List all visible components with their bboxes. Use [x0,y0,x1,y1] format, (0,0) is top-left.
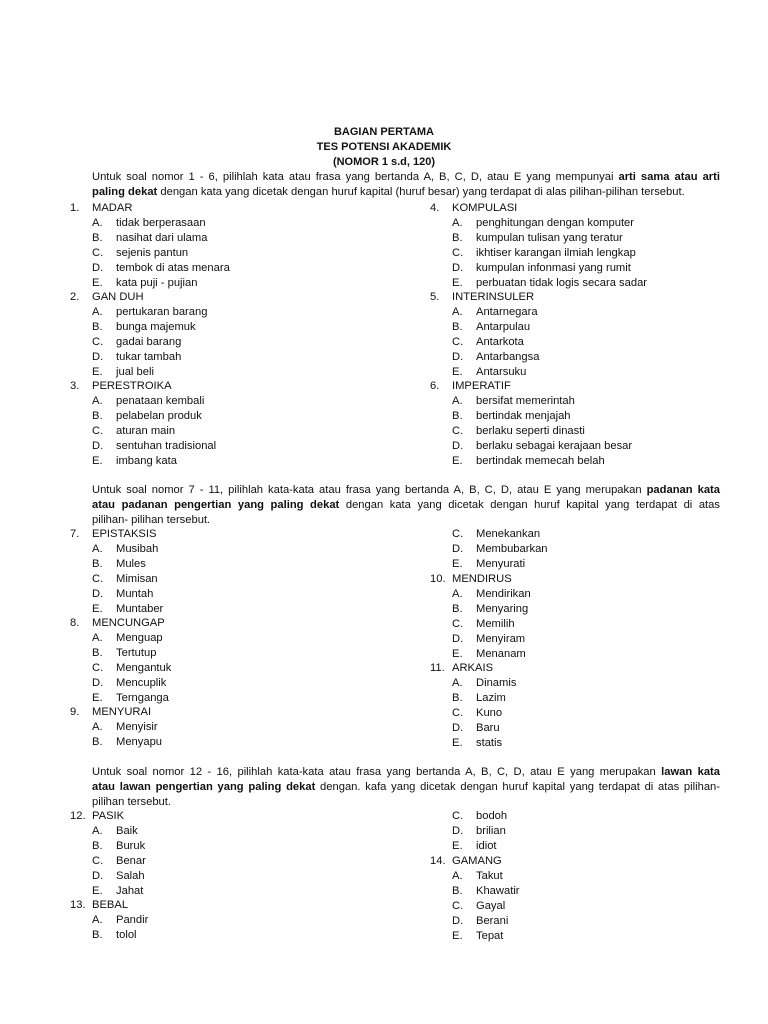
instruction-emphasis: padanan kata [646,484,720,496]
option-text: sentuhan tradisional [116,440,217,452]
instruction-line [92,170,720,185]
option-letter: E. [452,558,463,570]
option-text: Khawatir [476,885,520,897]
option-letter: A. [92,306,103,318]
option-letter: D. [452,440,464,452]
option-letter: B. [92,321,103,333]
question-word: MENYURAI [92,706,152,718]
option-text: kumpulan infonmasi yang rumit [476,262,631,274]
option-text: nasihat dari ulama [116,232,208,244]
option-letter: C. [92,855,104,867]
option-letter: B. [452,410,463,422]
option-letter: C. [92,425,104,437]
instruction-section-2 [92,483,720,528]
option-letter: E. [452,737,463,749]
option-text: bunga majemuk [116,321,196,333]
option-text: Baru [476,722,500,734]
option-letter: B. [452,885,463,897]
option-text: Berani [476,915,509,927]
question-word: MENCUNGAP [92,617,165,629]
option-text: statis [476,737,503,749]
option-text: Buruk [116,840,146,852]
option-text: Mencuplik [116,677,167,689]
option-letter: B. [92,558,103,570]
option-letter: E. [452,366,463,378]
question-word: MENDIRUS [452,573,512,585]
option-text: Antarbangsa [476,351,540,363]
option-letter: D. [92,870,104,882]
option-text: kata puji - pujian [116,277,198,289]
question-word: GAMANG [452,855,502,867]
option-letter: A. [452,217,463,229]
option-text: pertukaran barang [116,306,208,318]
test-title: TES POTENSI AKADEMIK [316,141,452,153]
option-text: Jahat [116,885,144,897]
question-word: INTERINSULER [452,291,535,303]
option-letter: D. [452,351,464,363]
question-number: 11. [430,662,445,674]
option-letter: B. [92,410,103,422]
option-text: bertindak menjajah [476,410,571,422]
option-text: Salah [116,870,145,882]
option-letter: B. [452,232,463,244]
option-text: Mimisan [116,573,158,585]
question-number: 5. [430,291,440,303]
option-text: penataan kembali [116,395,205,407]
option-letter: D. [92,262,104,274]
instruction-line [92,498,720,513]
option-text: Kuno [476,707,503,719]
option-text: Ternganga [116,692,169,704]
question-number: 8. [70,617,80,629]
instruction-text: Untuk soal nomor 1 - 6, pilihlah kata atau frasa yang bertanda A, B, C, D, atau E yang mempunyai [92,171,619,183]
question-word: PERESTROIKA [92,380,172,392]
option-letter: A. [92,721,103,733]
option-text: tidak berperasaan [116,217,206,229]
instruction-line [92,483,720,498]
option-letter: B. [92,840,103,852]
question-word: EPISTAKSIS [92,528,157,540]
option-text: jual beli [116,366,154,378]
option-text: aturan main [116,425,176,437]
option-letter: D. [452,915,464,927]
option-text: tukar tambah [116,351,182,363]
question-number: 12. [70,810,86,822]
option-text: Musibah [116,543,159,555]
option-letter: D. [452,543,464,555]
option-letter: A. [452,677,463,689]
option-letter: C. [452,425,464,437]
option-text: Menyapu [116,736,163,748]
question-range: (NOMOR 1 s.d, 120) [332,156,436,168]
option-text: Menyurati [476,558,526,570]
question-word: ARKAIS [452,662,494,674]
option-letter: A. [452,395,463,407]
option-letter: D. [452,825,464,837]
option-text: bodoh [476,810,508,822]
option-text: Membubarkan [476,543,548,555]
option-text: Muntaber [116,603,164,615]
option-text: ikhtiser karangan ilmiah lengkap [476,247,636,259]
question-number: 6. [430,380,440,392]
option-letter: D. [92,351,104,363]
option-text: brilian [476,825,506,837]
option-text: Menyisir [116,721,158,733]
instruction-line: pilihan tersebut. [92,796,171,808]
option-letter: C. [452,247,464,259]
option-letter: B. [452,603,463,615]
option-letter: E. [92,885,103,897]
option-text: Dinamis [476,677,517,689]
option-letter: B. [92,647,103,659]
option-letter: C. [452,707,464,719]
question-number: 14. [430,855,446,867]
option-letter: A. [92,632,103,644]
option-text: tembok di atas menara [116,262,230,274]
option-letter: C. [452,618,464,630]
option-letter: C. [92,662,104,674]
option-text: Antarsuku [476,366,527,378]
option-letter: C. [92,336,104,348]
option-letter: D. [452,633,464,645]
question-word: MADAR [92,202,133,214]
question-word: KOMPULASI [452,202,518,214]
option-letter: D. [92,677,104,689]
option-letter: D. [452,722,464,734]
option-letter: C. [452,528,464,540]
option-letter: E. [92,603,103,615]
instruction-line [92,185,720,200]
option-letter: E. [92,692,103,704]
instruction-line [92,765,720,780]
option-text: Mules [116,558,146,570]
option-letter: A. [92,395,103,407]
option-letter: C. [452,810,464,822]
instruction-emphasis: lawan kata [661,766,720,778]
option-letter: E. [452,648,463,660]
option-text: idiot [476,840,497,852]
option-letter: D. [452,262,464,274]
option-text: perbuatan tidak logis secara sadar [476,277,648,289]
instruction-text: dengan kata yang dicetak dengan huruf kapital yang terdapat di atas [339,499,720,511]
option-text: Menyiram [476,633,526,645]
question-number: 1. [70,202,80,214]
option-text: Mengantuk [116,662,172,674]
instruction-text: dengan kata yang dicetak dengan huruf kapital (huruf besar) yang terdapat di alas pilihan-pilihan tersebut. [157,186,685,198]
option-text: Takut [476,870,503,882]
option-letter: C. [452,336,464,348]
option-letter: A. [452,588,463,600]
option-text: Antarnegara [476,306,538,318]
option-letter: B. [92,736,103,748]
option-letter: E. [92,277,103,289]
question-word: PASIK [92,810,125,822]
instruction-text: Untuk soal nomor 12 - 16, pilihlah kata-kata atau frasa yang bertanda A, B, C, D, atau E yang merupakan [92,766,662,778]
option-letter: E. [92,366,103,378]
instruction-text: Untuk soal nomor 7 - 11, pilihlah kata-kata atau frasa yang bertanda A, B, C, D, atau E yang merupakan [92,484,647,496]
option-text: imbang kata [116,455,177,467]
question-word: BEBAL [92,899,129,911]
option-text: Mendirikan [476,588,531,600]
option-letter: E. [92,455,103,467]
option-text: kumpulan tulisan yang teratur [476,232,623,244]
instruction-line [92,780,720,795]
option-letter: C. [92,247,104,259]
instruction-emphasis: atau lawan pengertian yang paling dekat [92,781,316,793]
question-word: IMPERATIF [452,380,511,392]
option-letter: A. [92,914,103,926]
option-text: pelabelan produk [116,410,202,422]
option-letter: B. [92,929,103,941]
question-number: 3. [70,380,80,392]
instruction-emphasis: arti sama atau arti [618,171,720,183]
option-letter: B. [92,232,103,244]
instruction-section-3 [92,765,720,810]
instruction-section-1 [92,170,720,200]
option-text: Pandir [116,914,149,926]
option-text: Menguap [116,632,163,644]
option-text: bertindak memecah belah [476,455,605,467]
option-text: Muntah [116,588,154,600]
option-text: Lazim [476,692,506,704]
option-letter: C. [452,900,464,912]
option-letter: A. [92,217,103,229]
option-text: Benar [116,855,146,867]
question-number: 7. [70,528,80,540]
option-text: Menyaring [476,603,529,615]
section-title: BAGIAN PERTAMA [333,126,434,138]
option-letter: E. [452,840,463,852]
question-number: 4. [430,202,440,214]
option-text: Menanam [476,648,526,660]
option-letter: E. [452,455,463,467]
option-letter: E. [452,930,463,942]
instruction-emphasis: paling dekat [92,186,158,198]
option-text: Gayal [476,900,506,912]
option-text: berlaku sebagai kerajaan besar [476,440,633,452]
option-letter: A. [92,543,103,555]
option-letter: E. [452,277,463,289]
question-word: GAN DUH [92,291,144,303]
option-text: gadai barang [116,336,182,348]
option-letter: A. [452,870,463,882]
option-text: Antarpulau [476,321,531,333]
option-text: Antarkota [476,336,524,348]
option-letter: C. [92,573,104,585]
instruction-emphasis: atau padanan pengertian yang paling dekat [92,499,340,511]
question-number: 10. [430,573,446,585]
option-letter: B. [452,321,463,333]
option-text: Tertutup [116,647,157,659]
option-text: sejenis pantun [116,247,189,259]
question-number: 9. [70,706,80,718]
option-text: Tepat [476,930,504,942]
option-letter: B. [452,692,463,704]
option-text: Menekankan [476,528,541,540]
option-letter: D. [92,588,104,600]
option-text: penghitungan dengan komputer [476,217,634,229]
option-letter: A. [92,825,103,837]
option-text: berlaku seperti dinasti [476,425,585,437]
question-number: 2. [70,291,80,303]
instruction-text: dengan. kafa yang dicetak dengan huruf kapital yang terdapat di atas pilihan- [315,781,720,793]
option-text: Baik [116,825,138,837]
instruction-line: pilihan- pilihan tersebut. [92,514,211,526]
option-letter: D. [92,440,104,452]
option-text: bersifat memerintah [476,395,575,407]
question-number: 13. [70,899,86,911]
option-text: Memilih [476,618,515,630]
option-text: tolol [116,929,137,941]
option-letter: A. [452,306,463,318]
